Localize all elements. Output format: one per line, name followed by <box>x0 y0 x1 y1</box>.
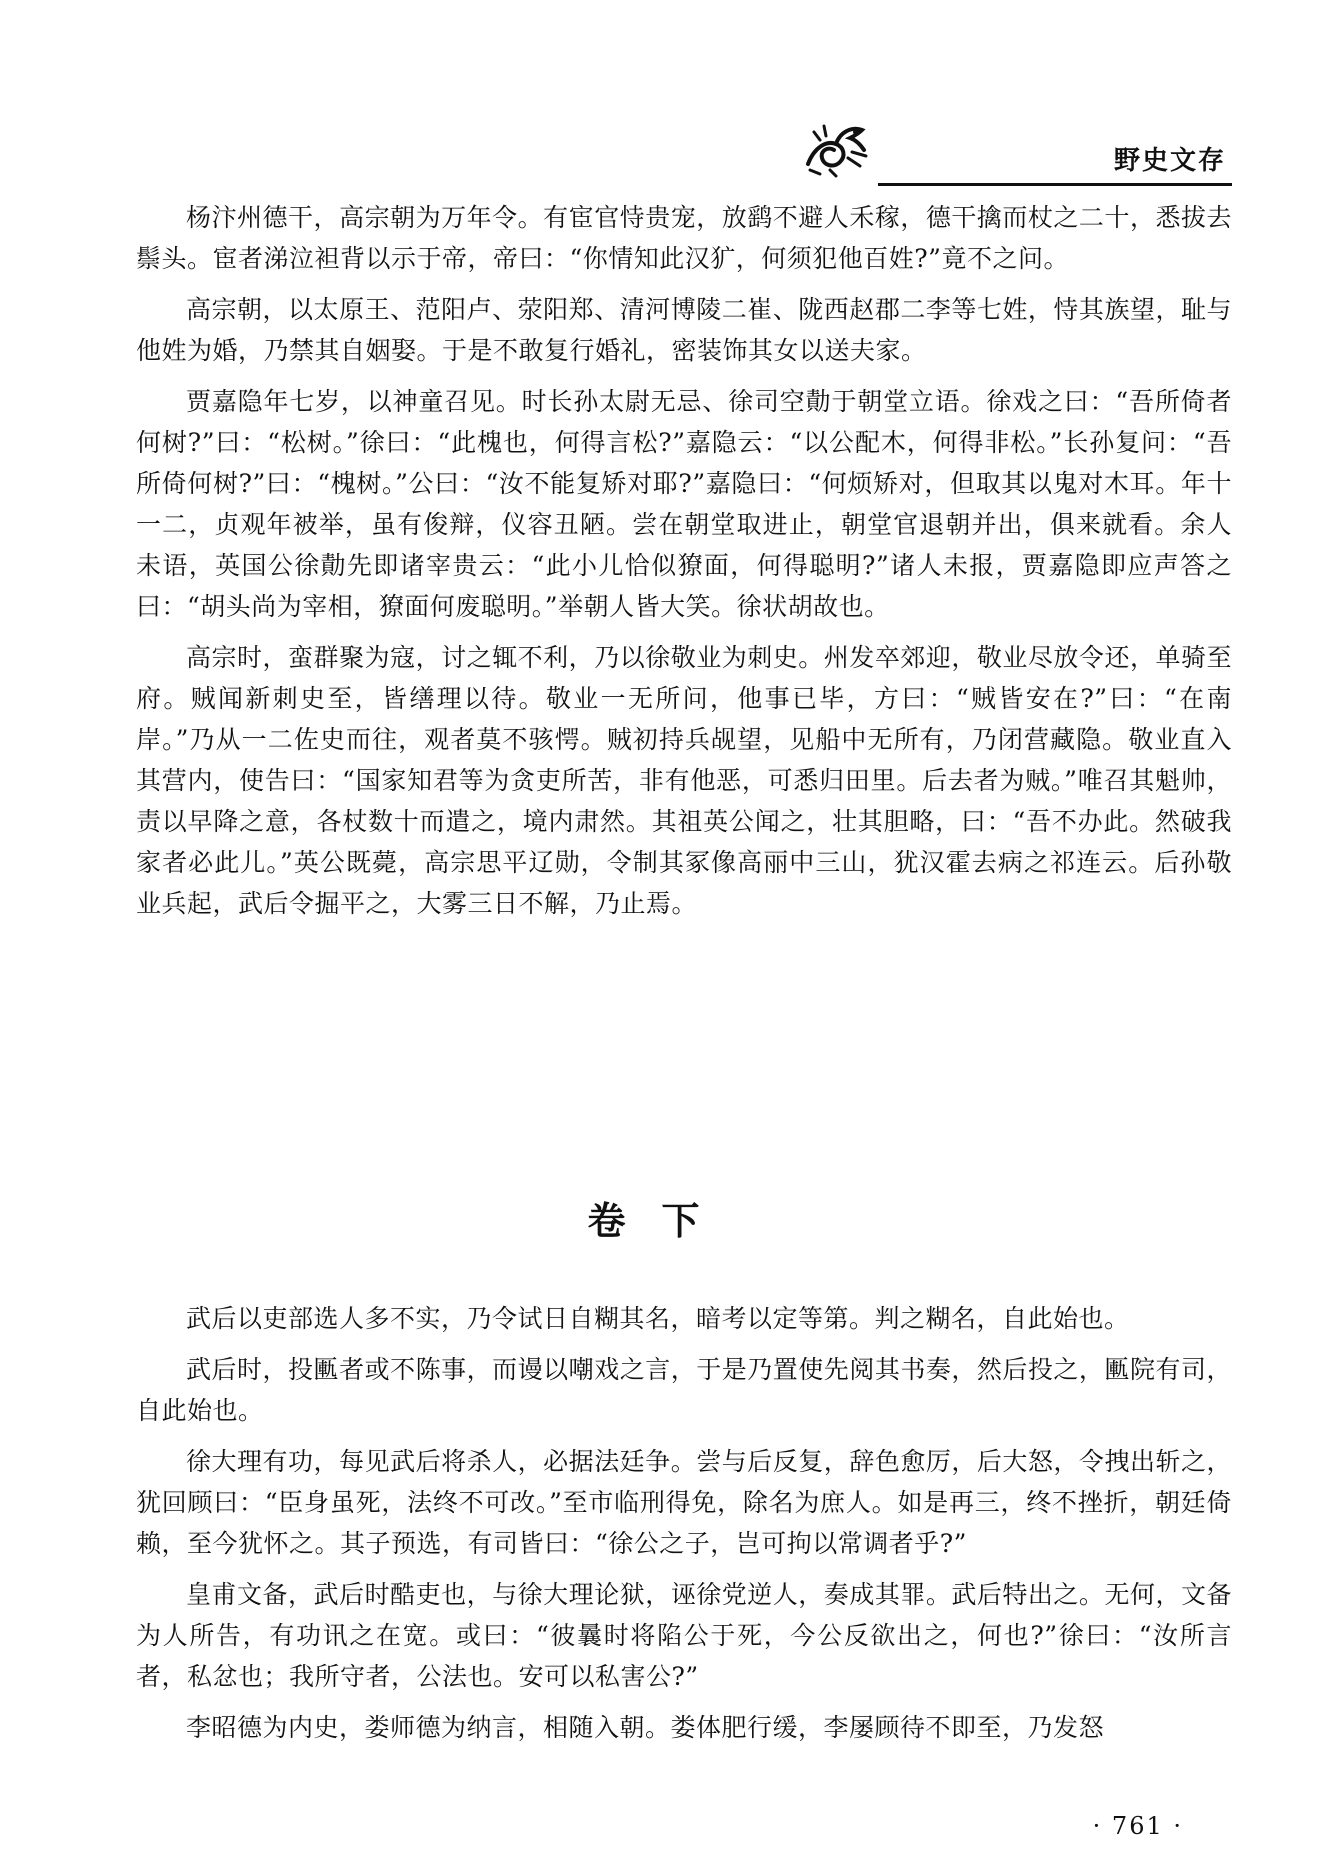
paragraph: 武后时，投匭者或不陈事，而谩以嘲戏之言，于是乃置使先阅其书奏，然后投之，匭院有司，自此始也。 <box>136 1355 1232 1425</box>
running-header <box>800 108 1232 188</box>
body-text-top <box>136 197 1232 924</box>
paragraph: 李昭德为内史，娄师德为纳言，相随入朝。娄体肥行缓，李屡顾待不即至，乃发怒 <box>186 1713 1105 1742</box>
body-text-bottom <box>136 1298 1232 1748</box>
paragraph: 高宗时，蛮群聚为寇，讨之辄不利，乃以徐敬业为刺史。州发卒郊迎，敬业尽放令还，单骑至府。贼闻新刺史至，皆缮理以待。敬业一无所问，他事已毕，方曰：“贼皆安在?”曰：“在南岸。”乃从一二佐史而往，观者莫不骇愕。贼初持兵觇望，见船中无所有，乃闭营藏隐。敬业直入其营内，使告曰：“国家知君等为贪吏所苦，非有他恶，可悉归田里。后去者为贼。”唯召其魁帅，责以早降之意，各杖数十而遣之，境内肃然。其祖英公闻之，壮其胆略，曰：“吾不办此。然破我家者必此儿。”英公既薨，高宗思平辽勋，令制其冢像高丽中三山，犹汉霍去病之祁连云。后孙敬业兵起，武后令掘平之，大雾三日不解，乃止焉。 <box>136 643 1232 918</box>
page-number: · 761 · <box>1092 1812 1183 1840</box>
paragraph: 徐大理有功，每见武后将杀人，必据法廷争。尝与后反复，辞色愈厉，后大怒，令拽出斩之，犹回顾曰：“臣身虽死，法终不可改。”至市临刑得免，除名为庶人。如是再三，终不挫折，朝廷倚赖，至今犹怀之。其子预选，有司皆曰：“徐公之子，岂可拘以常调者乎?” <box>136 1447 1232 1558</box>
paragraph: 高宗朝，以太原王、范阳卢、荥阳郑、清河博陵二崔、陇西赵郡二李等七姓，恃其族望，耻与他姓为婚，乃禁其自姻娶。于是不敢复行婚礼，密装饰其女以送夫家。 <box>136 295 1232 365</box>
paragraph: 贾嘉隐年七岁，以神童召见。时长孙太尉无忌、徐司空勣于朝堂立语。徐戏之曰：“吾所倚者何树?”曰：“松树。”徐曰：“此槐也，何得言松?”嘉隐云：“以公配木，何得非松。”长孙复问：“吾所倚何树?”曰：“槐树。”公曰：“汝不能复矫对耶?”嘉隐曰：“何烦矫对，但取其以鬼对木耳。年十一二，贞观年被举，虽有俊辩，仪容丑陋。尝在朝堂取进止，朝堂官退朝并出，俱来就看。余人未语，英国公徐勣先即诸宰贵云：“此小儿恰似獠面，何得聪明?”诸人未报，贾嘉隐即应声答之曰：“胡头尚为宰相，獠面何废聪明。”举朝人皆大笑。徐状胡故也。 <box>136 387 1232 621</box>
section-title: 卷下 <box>587 1199 736 1243</box>
paragraph: 皇甫文备，武后时酷吏也，与徐大理论狱，诬徐党逆人，奏成其罪。武后特出之。无何，文备为人所告，有功讯之在宽。或曰：“彼曩时将陷公于死，今公反欲出之，何也?”徐曰：“汝所言者，私忿也；我所守者，公法也。安可以私害公?” <box>136 1580 1232 1691</box>
header-title: 野史文存 <box>1113 146 1226 176</box>
dragon-emblem-icon <box>800 118 872 178</box>
header-rule <box>878 183 1232 186</box>
paragraph: 武后以吏部选人多不实，乃令试日自糊其名，暗考以定等第。判之糊名，自此始也。 <box>186 1304 1130 1333</box>
paragraph: 杨汴州德干，高宗朝为万年令。有宦官恃贵宠，放鹞不避人禾稼，德干擒而杖之二十，悉拔去鬃头。宦者涕泣袒背以示于帝，帝曰：“你情知此汉犷，何须犯他百姓?”竟不之问。 <box>136 203 1232 273</box>
